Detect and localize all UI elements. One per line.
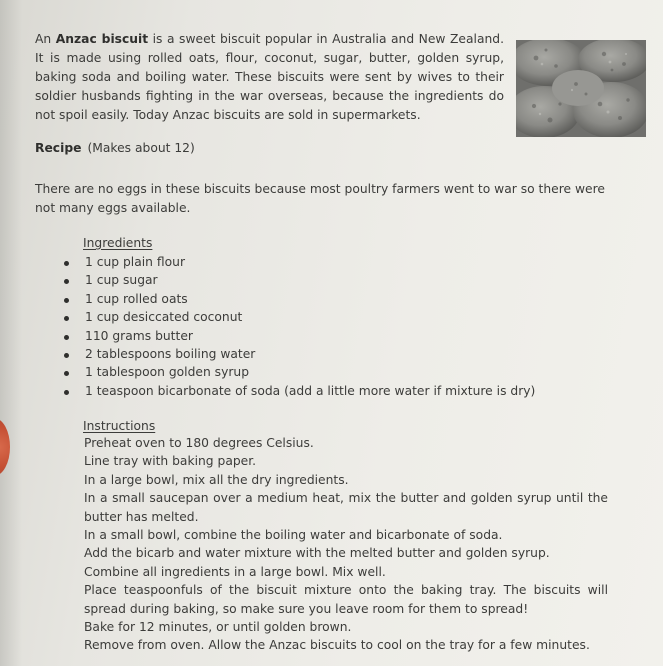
ingredient-item: 1 tablespoon golden syrup (64, 363, 535, 381)
intro-text-rest: is a sweet biscuit popular in Australia and New Zealand. It is made using rolled oats, flour, coconut, sugar, butter, golden syrup, baking soda and boiling water. These biscuits were sent by wives to their soldier husbands fighting in the war overseas, because the ingredients do not spoil easily. Today Anzac biscuits are sold in supermarkets. (35, 32, 504, 122)
ingredient-item: 110 grams butter (64, 327, 535, 345)
instruction-step: Bake for 12 minutes, or until golden brown. (84, 620, 352, 635)
ingredient-item: 2 tablespoons boiling water (64, 345, 535, 363)
ingredients-list (64, 253, 535, 400)
instruction-step: In a large bowl, mix all the dry ingredients. (84, 472, 349, 487)
instruction-step: In a small bowl, combine the boiling water and bicarbonate of soda. (84, 528, 503, 543)
intro-term-anzac-biscuit: Anzac biscuit (55, 32, 149, 46)
intro-text-start: An (35, 32, 56, 46)
instruction-step: Place teaspoonfuls of the biscuit mixture onto the baking tray. The biscuits will spread during baking, so make sure you leave room for them to spread! (84, 583, 608, 616)
instruction-step: In a small saucepan over a medium heat, mix the butter and golden syrup until the butter has melted. (84, 491, 608, 524)
biscuits-photo-image (516, 40, 646, 137)
instructions-steps (84, 434, 608, 655)
ingredient-item: 1 cup sugar (64, 271, 535, 289)
anzac-biscuits-photo (516, 40, 646, 137)
ingredient-item: 1 cup rolled oats (64, 290, 535, 308)
ingredients-heading: Ingredients (83, 236, 153, 250)
ingredient-item: 1 cup plain flour (64, 253, 535, 271)
ingredient-item: 1 teaspoon bicarbonate of soda (add a little more water if mixture is dry) (64, 382, 535, 400)
instruction-step: Line tray with baking paper. (84, 454, 257, 469)
recipe-title: Recipe (35, 141, 82, 155)
instruction-step: Preheat oven to 180 degrees Celsius. (84, 436, 314, 450)
instruction-step: Combine all ingredients in a large bowl. Mix well. (84, 564, 386, 579)
instruction-step: Remove from oven. Allow the Anzac biscuits to cool on the tray for a few minutes. (84, 638, 590, 653)
no-eggs-note: There are no eggs in these biscuits because most poultry farmers went to war so there were not many eggs available. (35, 182, 605, 215)
ingredient-item: 1 cup desiccated coconut (64, 308, 535, 326)
instruction-step: Add the bicarb and water mixture with the melted butter and golden syrup. (84, 546, 550, 561)
page-edge-shadow (0, 0, 22, 666)
instructions-heading: Instructions (83, 419, 156, 433)
recipe-line (35, 140, 195, 156)
recipe-yield: (Makes about 12) (87, 141, 195, 155)
intro-paragraph (35, 30, 504, 125)
